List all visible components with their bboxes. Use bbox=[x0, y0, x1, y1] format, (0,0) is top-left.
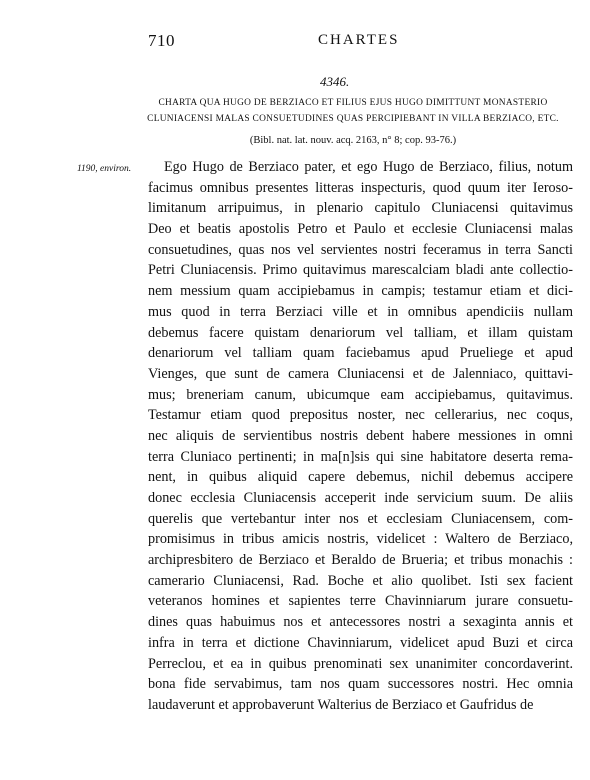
text-line: Perreclou, et ea in quibus prenominati sex unanimiter concordaverint. bbox=[148, 655, 573, 672]
text-line: consuetudines, quas nos vel servientes nostri feceramus in terra Sancti bbox=[148, 241, 573, 258]
text-line: Deo et beatis apostolis Petro et Paulo et ecclesie Cluniacensi malas bbox=[148, 221, 573, 238]
text-line: Testamur etiam quod prepositus noster, nec cellerarius, nec coqus, bbox=[148, 407, 573, 424]
text-line: mus quod in terra Berziaci ville et in omnibus apendiciis nullam bbox=[148, 303, 573, 320]
text-line: terra Cluniaco pertinenti; in ma[n]sis qui sine habitatore deserta rema- bbox=[148, 448, 573, 465]
text-line: nent, in quibus aliquid capere debemus, nichil debemus accipere bbox=[148, 469, 573, 486]
text-line: mus; breneriam canum, ubicumque eam accipiebamus, quitavimus. bbox=[148, 386, 573, 403]
text-line: facimus omnibus presentes litteras inspecturis, quod quum iter Ieroso- bbox=[148, 179, 573, 196]
margin-date: 1190, environ. bbox=[77, 164, 132, 174]
page-number: 710 bbox=[148, 31, 175, 50]
text-line: Ego Hugo de Berziaco pater, et ego Hugo de Berziaco, filius, notum bbox=[164, 159, 573, 175]
caption-line: CHARTA QUA HUGO DE BERZIACO ET FILIUS EJUS HUGO DIMITTUNT MONASTERIO bbox=[158, 98, 548, 108]
text-line: limitanum arripuimus, in plenario capitulo Cluniacensi quitavimus bbox=[148, 200, 573, 217]
text-line: promisimus in tribus amicis nostris, videlicet : Waltero de Berziaco, bbox=[148, 531, 573, 548]
text-line: infra in terra et dictione Chavinniarum, videlicet apud Buzi et circa bbox=[148, 634, 573, 651]
text-line: veteranos homines et sapientes terre Chavinniarum jurare consuetu- bbox=[148, 593, 573, 610]
text-line: Petri Cluniacensis. Primo quitavimus marescalciam bladi ante collectio- bbox=[148, 262, 573, 279]
text-line: nec aliquis de servientibus nostris debent habere messiones in omni bbox=[148, 427, 573, 444]
text-line: archipresbitero de Berziaco et Beraldo de Brueria; et tribus monachis : bbox=[148, 552, 573, 569]
charter-text bbox=[148, 157, 573, 716]
text-line: laudaverunt et approbaverunt Walterius de Berziaco et Gaufridus de bbox=[148, 696, 534, 713]
text-line: querelis que vertebantur inter nos et ecclesiam Cluniacensem, com- bbox=[148, 510, 573, 527]
text-line: donec ecclesia Cluniacensis acceperit inde servicium suum. De aliis bbox=[148, 490, 573, 506]
text-line: debemus facere quistam denariorum vel talliam, et illam quistam bbox=[148, 324, 573, 341]
charter-caption bbox=[136, 95, 570, 127]
text-line: nem messium quam accipiebamus in campis; testamur etiam et dici- bbox=[148, 283, 573, 300]
text-line: bona fide servabimus, tam nos quam successores nostri. Hec omnia bbox=[148, 676, 573, 693]
charter-number: 4346. bbox=[320, 74, 350, 89]
running-title: CHARTES bbox=[318, 32, 400, 48]
caption-line: CLUNIACENSI MALAS CONSUETUDINES QUAS PERCIPIEBANT IN VILLA BERZIACO, ETC. bbox=[147, 114, 559, 124]
page-header bbox=[148, 31, 558, 53]
source-citation: (Bibl. nat. lat. nouv. acq. 2163, n° 8; cop. 93-76.) bbox=[249, 135, 457, 146]
text-line: Vienges, que sunt de camera Cluniacensi et de Jalenniaco, quittavi- bbox=[148, 365, 573, 382]
text-line: camerario Cluniacensi, Rad. Boche et alio quolibet. Isti sex facient bbox=[148, 572, 573, 589]
text-line: dines quas habuimus nos et antecessores nostri a sexaginta annis et bbox=[148, 614, 573, 631]
text-line: denariorum vel talliam quam faciebamus apud Prueliege et apud bbox=[148, 345, 573, 362]
